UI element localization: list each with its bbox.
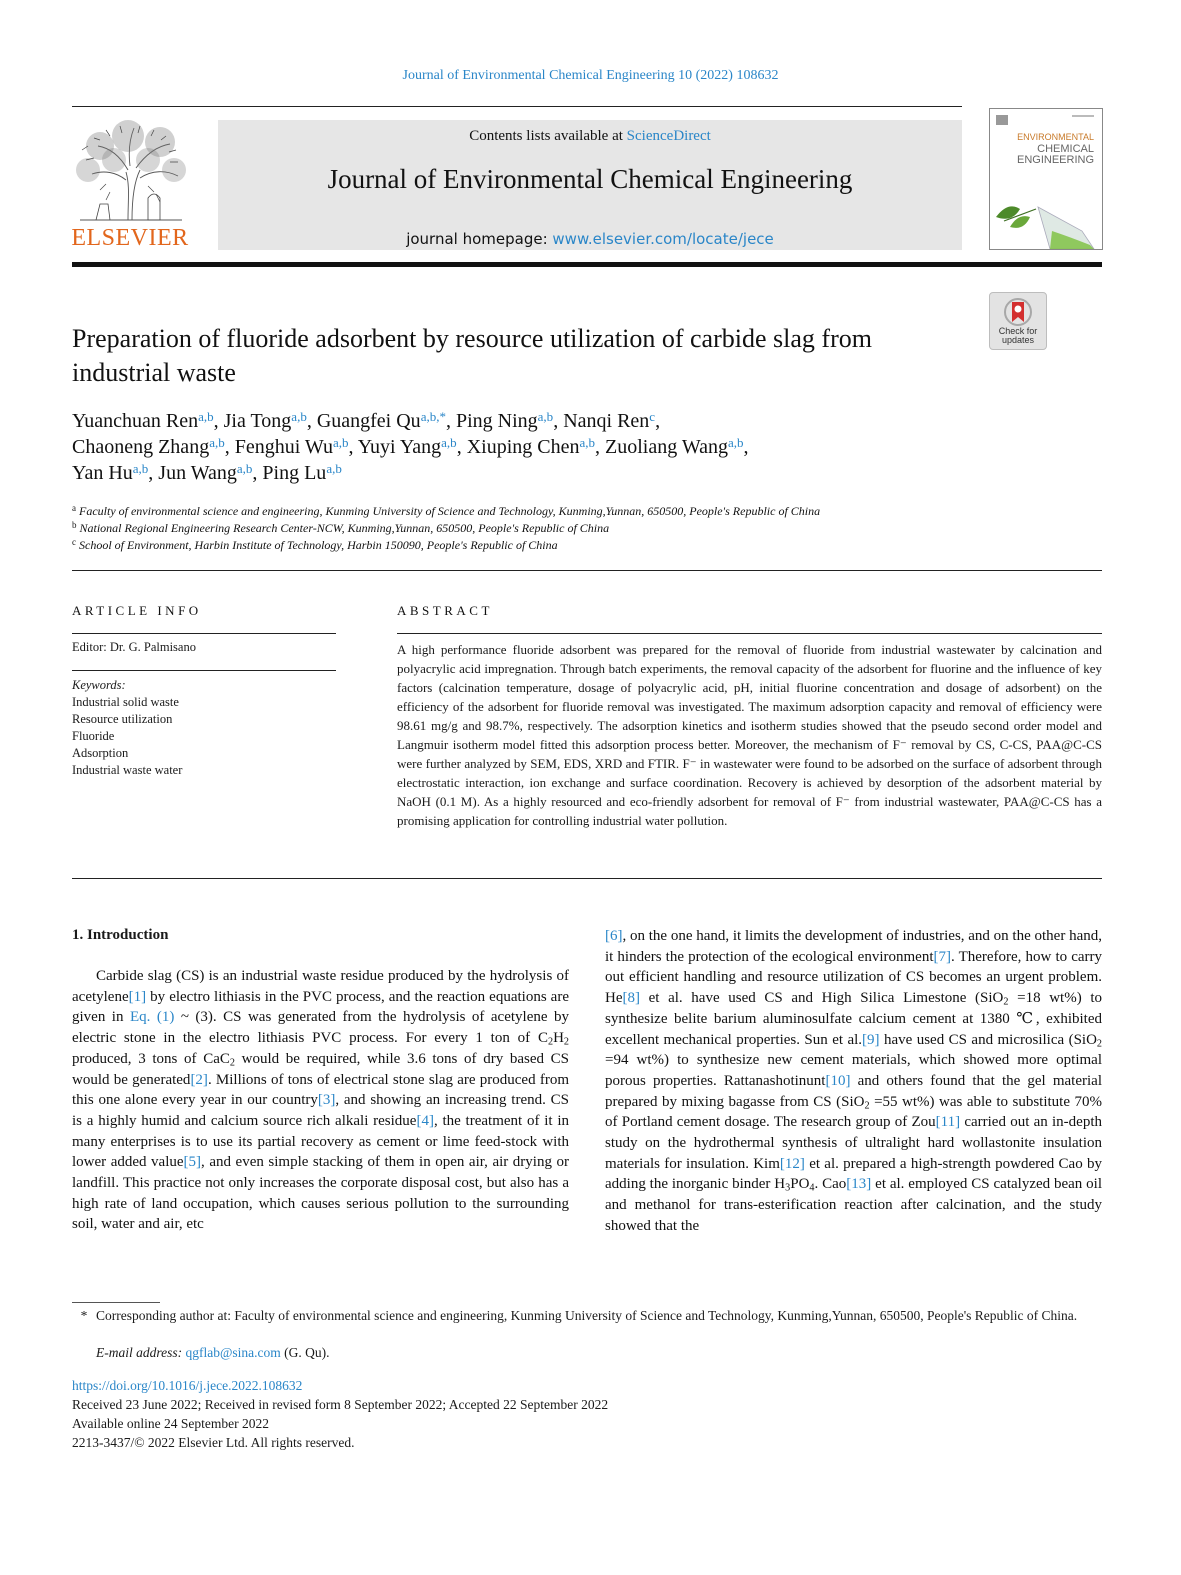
contents-prefix: Contents lists available at (469, 128, 627, 144)
homepage-prefix: journal homepage: (406, 230, 553, 248)
citation-link[interactable]: [13] (846, 1176, 872, 1193)
body-text: et al. have used CS and High Silica Limestone (SiO (640, 990, 1004, 1007)
email-link[interactable]: qgflab@sina.com (185, 1345, 281, 1360)
citation-link[interactable]: [10] (825, 1072, 851, 1089)
author-line-1: Yuanchuan Ren$^{a,b}$, Jia Tong$^{a,b}$, Guangfei $Qu^{a,b,*}$, Ping Ning$^{a,b}$, Nanqi Ren$^c$, (72, 409, 661, 432)
body-text: , on the one hand, it limits the development of industries, and on the other hand, it hinders the protection of the ecological environment (605, 928, 1102, 965)
body-text: . Therefore, how to carry out efficient handling and resource utilization of CS becomes an urgent problem. He (605, 948, 1102, 1007)
author-name[interactable]: Xiuping Chen (466, 436, 580, 458)
header-thick-rule (72, 262, 1102, 267)
author-name[interactable]: Jun Wang (158, 462, 237, 484)
article-info-heading: ARTICLE INFO (72, 603, 202, 618)
body-text: PO (790, 1176, 810, 1193)
subscript: 2 (563, 1036, 569, 1048)
asterisk-marker: * (80, 1308, 88, 1323)
body-text: , the treatment of it in many enterprises is to use its partial recovery as cement or lime feed-stock with lower added value (72, 1112, 569, 1171)
author-affiliation-marker[interactable]: a,b (326, 461, 342, 477)
article-title: Preparation of fluoride adsorbent by resource utilization of carbide slag from industrial waste (72, 324, 872, 387)
journal-title: Journal of Environmental Chemical Engineering (327, 164, 853, 194)
body-text: ~ (3). CS was generated from the hydrolysis of acetylene by electric stone in the electro lithiasis PVC process. For every 1 ton of C (72, 1009, 570, 1047)
affiliation-text: School of Environment, Harbin Institute of Technology, Harbin 150090, People's Republic of China (76, 538, 558, 552)
cover-leaf-flask-icon (990, 187, 1102, 249)
author-name[interactable]: Jia Tong (223, 410, 292, 432)
body-text: =94 wt%) to synthesize new cement materials, which showed more optimal porous properties. Rattanashotinunt (605, 1052, 1102, 1089)
header-top-rule (72, 106, 962, 107)
author-affiliation-marker[interactable]: c (649, 409, 656, 425)
body-text: et al. employed CS catalyzed bean oil and methanol for trans-esterification reaction after calcination, and the study showed that the (605, 1176, 1103, 1234)
subscript: 2 (1003, 996, 1009, 1008)
body-text: . Cao (814, 1176, 847, 1193)
body-text: would be required, while 3.6 tons of dry based CS would be generated (72, 1050, 570, 1088)
email-suffix: (G. Qu). (284, 1345, 330, 1360)
article-info-rule (72, 633, 336, 634)
author-name[interactable]: Yan Hu (72, 462, 133, 484)
body-text: , and showing an increasing trend. CS is a highly humid and calcium source rich alkali residue (72, 1092, 570, 1129)
abstract-rule (397, 633, 1102, 634)
received-dates: Received 23 June 2022; Received in revised form 8 September 2022; Accepted 22 September 2022 (72, 1397, 609, 1412)
author-affiliation-marker[interactable]: a,b (198, 409, 214, 425)
author-name[interactable]: Chaoneng Zhang (72, 436, 210, 458)
cover-title-line1: ENVIRONMENTAL (1017, 132, 1094, 142)
body-text: =55 wt%) was able to substitute 70% of Portland cement dosage. The research group of Zou (605, 1093, 1102, 1131)
author-name[interactable]: Ping Lu (262, 462, 327, 484)
keyword-item: Adsorption (72, 746, 129, 760)
contents-line (218, 128, 962, 145)
journal-reference[interactable]: Journal of Environmental Chemical Engineering 10 (2022) 108632 (402, 68, 779, 83)
editor-line: Editor: Dr. G. Palmisano (72, 640, 196, 654)
sciencedirect-link[interactable]: ScienceDirect (626, 128, 711, 144)
keywords-rule (72, 670, 336, 671)
affiliation-key: a (72, 502, 76, 513)
author-affiliation-marker[interactable]: a,b (236, 461, 253, 477)
intro-paragraph-right (605, 926, 1102, 1237)
cover-rule (1072, 115, 1094, 117)
affiliation-key: c (72, 536, 76, 547)
cover-title-line3: ENGINEERING (1016, 154, 1094, 166)
elsevier-wordmark: ELSEVIER (71, 225, 189, 251)
subscript: 2 (229, 1057, 235, 1069)
body-text: . Millions of tons of electrical stone slag are produced from this one alone every year in our country (72, 1071, 569, 1109)
citation-link[interactable]: [6] (605, 928, 623, 944)
journal-cover-thumbnail[interactable] (989, 108, 1103, 250)
available-online: Available online 24 September 2022 (72, 1416, 269, 1431)
affiliation-item (72, 503, 1072, 520)
intro-paragraph-left (72, 966, 569, 1235)
body-text: and others found that the gel material prepared by mixing bagasse from CS (SiO (605, 1072, 1102, 1110)
abstract-heading: ABSTRACT (397, 603, 493, 618)
bookmark-icon (1003, 297, 1033, 327)
email-line (96, 1345, 330, 1361)
keyword-item: Industrial waste water (72, 763, 183, 777)
citation-link[interactable]: [4] (416, 1112, 434, 1129)
affiliation-text: National Regional Engineering Research Center-NCW, Kunming,Yunnan, 650500, People's Republic of China (76, 521, 610, 535)
author-affiliation-marker[interactable]: a,b (291, 409, 307, 425)
author-name[interactable]: Yuyi Yang (357, 436, 442, 458)
body-text: carried out an in-depth study on the hydrothermal synthesis of ultralight hard wollastonite insulation materials for insulation. Kim (605, 1114, 1102, 1172)
keywords-label: Keywords: (72, 678, 126, 692)
copyright-line: 2213-3437/© 2022 Elsevier Ltd. All rights reserved. (72, 1435, 355, 1450)
author-list (72, 408, 972, 486)
doi-link[interactable]: https://doi.org/10.1016/j.jece.2022.108632 (72, 1378, 303, 1393)
keyword-item: Industrial solid waste (72, 695, 179, 709)
body-text: =18 wt%) to synthesize belite barium aluminosulfate calcium cement at 1380 ℃, exhibited excellent mechanical properties. Sun et al. (605, 990, 1103, 1048)
homepage-link[interactable]: www.elsevier.com/locate/jece (552, 230, 774, 248)
citation-link[interactable]: Eq. (1) (129, 1009, 175, 1026)
author-line-2: Chaoneng Zhang$^{a,b}$, Fenghui Wu$^{a,b}$, Yuyi Yang$^{a,b}$, Xiuping Chen$^{a,b}$, Zuoliang Wang$^{a,b}$, (72, 435, 749, 458)
citation-link[interactable]: [12] (779, 1155, 805, 1172)
keyword-item: Resource utilization (72, 712, 173, 726)
author-affiliation-marker[interactable]: a,b (728, 435, 744, 451)
abstract-text: A high performance fluoride adsorbent was prepared for the removal of fluoride from industrial wastewater by calcination and polyacrylic acid impregnation. Through batch experiments, the removal capacity of the adsorbent for fluorine and the influence of key factors (calcination temperature, dosage of polyacrylic acid, pH, initial fluorine concentration and dosage of adsorbent) on the efficiency of the adsorbent for fluoride removal was investigated. The maximum adsorption capacity and removal of efficiency were 98.61 mg/g and 98.7%, respectively. The adsorption kinetics and isotherm studies showed that the pseudo second order model and Langmuir isotherm model fitted this adsorption process better. Moreover, the mechanism of F⁻ removal by CS, C-CS, PAA@C-CS were further analyzed by SEM, EDS, XRD and FTIR. F⁻ in wastewater were found to be adsorbed on the surface of adsorbent through electrostatic interaction, ion exchange and surface coordination. Recovery is achieved by desorption of the adsorbent material by NaOH (0.1 M). As a highly resourced and eco-friendly adsorbent for removal of F⁻ from industrial wastewater, PAA@C-CS has a promising application for controlling industrial water pollution. (397, 642, 1102, 828)
corresponding-author-footnote (72, 1306, 1102, 1326)
body-text: have used CS and microsilica (SiO (879, 1031, 1097, 1048)
cover-logo-icon (996, 115, 1008, 125)
keyword-item: Fluoride (72, 729, 115, 743)
subscript: 2 (1096, 1038, 1103, 1050)
body-text: H (553, 1030, 564, 1047)
journal-masthead (218, 120, 962, 250)
check-for-updates-label: Check for updates (998, 326, 1038, 345)
author-affiliation-marker[interactable]: a,b (579, 435, 595, 451)
author-affiliation-marker[interactable]: a,b (441, 435, 457, 451)
author-line-3: Yan Hu$^{a,b}$, Jun Wang$^{a,b}$, Ping Lu$^{a,b}$ (72, 461, 342, 484)
author-affiliation-marker[interactable]: a,b (537, 409, 554, 425)
author-name[interactable]: Ping Ning (455, 410, 538, 432)
citation-link[interactable]: [5] (183, 1154, 202, 1171)
subscript: 4 (809, 1182, 815, 1194)
affiliation-item (72, 537, 1072, 554)
affiliation-text: Faculty of environmental science and engineering, Kunming University of Science and Technology, Kunming,Yunnan, 650500, People's Republic of China (76, 504, 821, 518)
homepage-line (218, 230, 962, 248)
corresponding-text: Corresponding author at: Faculty of environmental science and engineering, Kunming University of Science and Technology, Kunming,Yunnan, 650500, People's Republic of China. (96, 1308, 1078, 1323)
elsevier-tree-icon (70, 120, 190, 224)
section-rule (72, 570, 1102, 571)
citation-link[interactable]: [11] (935, 1114, 961, 1131)
subscript: 2 (547, 1036, 554, 1048)
author-name[interactable]: Nanqi Ren (563, 410, 650, 432)
author-name[interactable]: Zuoliang Wang (605, 436, 728, 458)
author-affiliation-marker[interactable]: a,b (209, 435, 225, 451)
check-for-updates-badge[interactable] (989, 292, 1047, 350)
email-label: E-mail address: (96, 1345, 183, 1360)
body-text: produced, 3 tons of CaC (72, 1050, 230, 1067)
affiliation-list (72, 503, 1072, 554)
footnote-rule (72, 1302, 160, 1303)
cover-title-line2: CHEMICAL (1037, 143, 1094, 155)
author-affiliation-marker[interactable]: a,b (333, 435, 349, 451)
elsevier-logo[interactable] (70, 120, 190, 252)
section-rule-bottom (72, 878, 1102, 879)
citation-link[interactable]: [7] (933, 948, 951, 965)
body-text: et al. prepared a high-strength powdered Cao by adding the inorganic binder H (605, 1155, 1102, 1193)
author-name[interactable]: Yuanchuan Ren (72, 410, 199, 432)
citation-link[interactable]: [2] (190, 1071, 208, 1088)
citation-link[interactable]: [3] (317, 1092, 336, 1109)
author-affiliation-marker[interactable]: a,b,* (420, 409, 446, 425)
body-text: by electro lithiasis in the PVC process, and the reaction equations are given in (72, 988, 569, 1026)
keyword-list (72, 694, 182, 779)
author-name[interactable]: Fenghui Wu (234, 436, 333, 458)
citation-link[interactable]: [9] (862, 1031, 880, 1048)
subscript: 3 (785, 1182, 791, 1194)
author-affiliation-marker[interactable]: a,b (132, 461, 149, 477)
citation-link[interactable]: [1] (128, 988, 147, 1005)
affiliation-key: b (72, 519, 77, 530)
keywords-block (72, 677, 182, 779)
body-text: Carbide slag (CS) is an industrial waste residue produced by the hydrolysis of acetylene (72, 968, 569, 1005)
author-name[interactable]: Guangfei Qu (316, 410, 421, 432)
body-text: , and even simple stacking of them in open air, air drying or landfill. This practice not only increases the corporate disposal cost, but also has a high rate of land occupation, which causes serious pollution to the surrounding soil, water and air, etc (72, 1154, 569, 1233)
introduction-heading: 1. Introduction (72, 927, 169, 943)
citation-link[interactable]: [8] (622, 990, 640, 1007)
subscript: 2 (864, 1100, 870, 1112)
affiliation-item (72, 520, 1072, 537)
